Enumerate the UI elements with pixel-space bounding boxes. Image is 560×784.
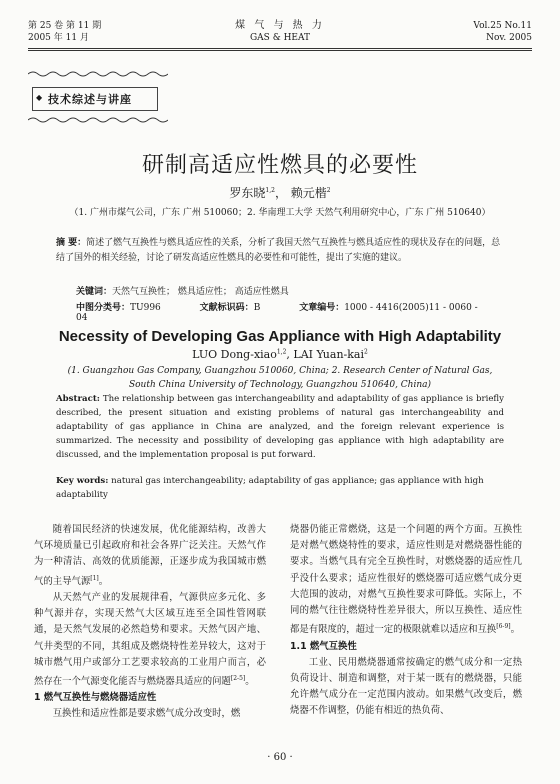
- journal-volume-en: [473, 20, 532, 44]
- doc-code-label: 文献标识码：: [199, 303, 254, 313]
- body-column-right: [290, 522, 522, 720]
- author-1: 罗东晓: [229, 186, 266, 200]
- author-1-affil: 1,2: [265, 187, 275, 194]
- affiliation: （1. 广州市煤气公司，广东 广州 510060；2. 华南理工大学 天然气利用研究中心，广东 广州 510640）: [69, 208, 491, 218]
- citation: [6-9]: [496, 623, 511, 631]
- journal-name-en: GAS & HEAT: [249, 33, 311, 43]
- author-2-en-affil: 2: [363, 348, 368, 356]
- abstract-cn-label: 摘 要：: [56, 238, 87, 248]
- author-2-affil: 2: [326, 187, 331, 194]
- paragraph: [34, 590, 266, 690]
- journal-name: [28, 20, 532, 44]
- paragraph: [290, 522, 522, 639]
- cls-label: 中图分类号：: [76, 303, 131, 313]
- diamond-icon: ◆: [36, 93, 43, 102]
- citation: [1]: [90, 574, 99, 582]
- keywords-en-text: natural gas interchangeability; adaptability of gas appliance; gas appliance with high adaptability: [56, 476, 484, 500]
- keywords-cn-label: 关键词：: [76, 287, 113, 297]
- volume-issue-en: Vol.25 No.11: [473, 21, 532, 31]
- affiliation-en-line1: (1. Guangzhou Gas Company, Guangzhou 510060, China; 2. Research Center of Natural Gas,: [67, 366, 493, 376]
- paragraph-end: 。: [245, 676, 255, 688]
- abstract-cn: [56, 236, 504, 266]
- author-2-en: , LAI Yuan-kai: [286, 348, 364, 361]
- volume-issue: 第 25 卷 第 11 期: [28, 21, 102, 31]
- abstract-en-label: Abstract:: [56, 394, 100, 404]
- keywords-cn: [76, 284, 504, 297]
- abstract-en: [56, 392, 504, 462]
- article-no-value: 1000 - 4416(2005)11 - 0060 - 04: [76, 303, 478, 323]
- paragraph-end: 。: [510, 624, 520, 636]
- affiliation-en-line2: South China University of Technology, Guangzhou 510640, China): [128, 380, 432, 390]
- running-header: [28, 20, 532, 62]
- classification-line: [76, 300, 520, 323]
- issue-date: 2005 年 11 月: [28, 33, 89, 43]
- paragraph: 互换性和适应性都是要求燃气成分改变时，燃: [52, 708, 241, 720]
- section-tag: [28, 84, 160, 112]
- abstract-en-text: The relationship between gas interchangeability and adaptability of gas appliance is briefly described, the present situation and existing problems of natural gas interchangeability and adaptability of gas appliance in China are analyzed, and the foreign relevant experience is summarized. The necessity and possibility of developing gas appliance with high adaptability are discussed, and the implementation proposal is put forward.: [56, 394, 504, 460]
- paragraph: 工业、民用燃烧器通常按确定的燃气成分和一定热负荷设计、制造和调整，对于某一既有的燃烧器，只能允许燃气成分在一定范围内波动。如果燃气改变后，燃烧器不作调整，仍能有相近的热负荷、: [290, 656, 522, 717]
- paragraph: [34, 522, 266, 590]
- section-heading: 1 燃气互换性与燃烧器适应性: [34, 692, 157, 704]
- keywords-en: [56, 474, 504, 502]
- decorative-wave-bottom: [28, 116, 168, 124]
- page-number: · 60 ·: [267, 752, 293, 763]
- paragraph-end: 。: [98, 575, 109, 587]
- keywords-en-label: Key words:: [56, 476, 109, 486]
- author-list: [0, 184, 560, 201]
- subsection-heading: 1.1 燃气互换性: [290, 640, 357, 652]
- paragraph-text: 从天然气产业的发展规律看，气源供应多元化、多种气源并存，实现天然气大区域互连至全国性管网联通，是天然气发展的必然趋势和要求。天然气因产地、气井类型的不同，其组成及燃烧特性差异较大，这对于城市燃气用户或部分工艺要求较高的工业用户而言，必然存在一个气源变化能否与燃烧器具适应的问题: [34, 591, 266, 688]
- section-tag-label: 技术综述与讲座: [48, 93, 132, 106]
- citation: [2-5]: [230, 674, 246, 682]
- paragraph-text: 随着国民经济的快速发展，优化能源结构，改善大气环境质量已引起政府和社会各界广泛关注。天然气作为一种清洁、高效的优质能源，正逐步成为我国城市燃气的主导气源: [34, 524, 266, 587]
- article-no-label: 文章编号：: [299, 303, 345, 313]
- paragraph-text: 烧器仍能正常燃烧，这是一个问题的两个方面。互换性是对燃气燃烧特性的要求，适应性则是对燃烧器性能的要求。当燃气具有完全互换性时，对燃烧器的适应性几乎没什么要求；适应性很好的燃烧器可适应燃气成分更大范围的波动，对燃气互换性要求可降低。实际上，不同的燃气往往燃烧特性差异很大，所以互换性、适应性都是有限度的，超过一定的极限就难以适应和互换: [290, 524, 522, 636]
- cls-value: TU996: [130, 303, 161, 313]
- header-rule-bottom: [28, 50, 532, 51]
- body-column-left: [34, 522, 266, 723]
- decorative-wave: [28, 70, 168, 78]
- paper-title: 研制高适应性燃具的必要性: [141, 153, 418, 178]
- author-list-en: [0, 348, 560, 361]
- header-rule-top: [28, 48, 532, 49]
- journal-name-cn: 煤 气 与 热 力: [235, 20, 325, 31]
- affiliation-en: [60, 364, 500, 392]
- paper-title-en: Necessity of Developing Gas Appliance with High Adaptability: [58, 328, 502, 345]
- author-1-en: LUO Dong-xiao: [192, 348, 277, 361]
- doc-code-value: B: [253, 303, 261, 313]
- issue-date-en: Nov. 2005: [486, 33, 532, 43]
- author-1-en-affil: 1,2: [276, 348, 287, 356]
- author-2: ， 赖元楷: [274, 186, 327, 200]
- abstract-cn-text: 简述了燃气互换性与燃具适应性的关系，分析了我国天然气互换性与燃具适应性的现状及存在的问题，总结了国外的相关经验，讨论了研发高适应性燃具的必要性和可能性，提出了实施的建议。: [56, 238, 501, 263]
- keywords-cn-text: 天然气互换性； 燃具适应性； 高适应性燃具: [112, 287, 289, 297]
